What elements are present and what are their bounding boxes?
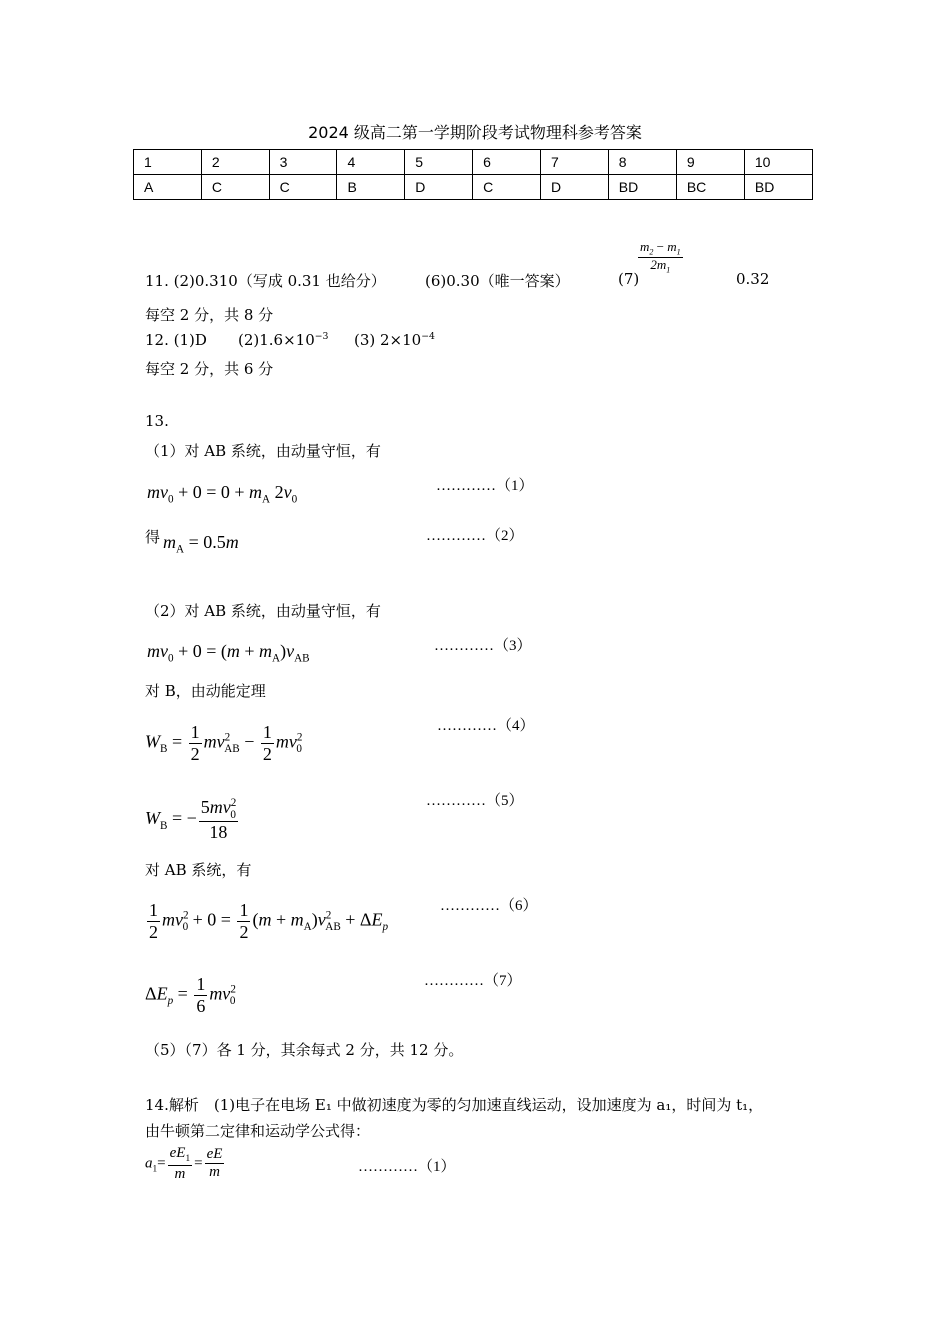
table-cell-answer: BD (744, 175, 812, 200)
table-row (134, 175, 813, 200)
table-cell-answer: BD (608, 175, 676, 200)
table-cell-number: 8 (608, 150, 676, 175)
q13-p2: （2）对 AB 系统，由动量守恒，有 (145, 602, 381, 620)
table-row (134, 150, 813, 175)
q12-label: 12. (1)D (145, 331, 207, 349)
q14-mark: …………（1） (358, 1159, 456, 1175)
mark-5: …………（5） (426, 793, 524, 809)
eq-6: $\frac{1}{2}$ $mv^2_0 + 0$ = $\frac{1}{2}$ $(m + m_A)v^2_{AB} + \Delta E_p$ (149, 900, 389, 942)
q11-score: 每空 2 分，共 8 分 (145, 306, 274, 324)
q13-label: 13. (145, 412, 169, 430)
eq-q14-1: $a_1=$ $\frac{eE_1}{m}$ = $\frac{eE}{m}$ (145, 1145, 223, 1182)
q14-line1: 14.解析 (1)电子在电场 E₁ 中做初速度为零的匀加速直线运动，设加速度为 a₁，时间为 t₁， (145, 1096, 764, 1114)
table-cell-answer: BC (676, 175, 744, 200)
table-cell-number: 1 (134, 150, 202, 175)
table-cell-answer: D (405, 175, 473, 200)
q13-p-b: 对 B，由动能定理 (145, 682, 266, 700)
eq-1: $mv_0 + 0 = 0 + m_A$ $2v_0$ (147, 482, 298, 506)
table-cell-answer: C (473, 175, 541, 200)
answer-table (133, 149, 813, 200)
eq-4: $W_B$ = $\frac{1}{2}$ $mv^2_{AB}$ − $\frac{1}{2}$ $mv^2_0$ (145, 722, 303, 764)
table-cell-number: 6 (473, 150, 541, 175)
table-cell-number: 9 (676, 150, 744, 175)
q11-part7: (7) (618, 270, 640, 288)
table-cell-answer: C (269, 175, 337, 200)
q12-part2: $(2)1.6\times 10^{-3}$ (238, 331, 329, 349)
table-cell-answer: C (201, 175, 269, 200)
mark-2: …………（2） (426, 528, 524, 544)
q11-part6: (6)0.30（唯一答案） (425, 272, 570, 290)
q12-part3: (3) $2\times 10^{-4}$ (354, 331, 435, 349)
eq-5: $W_B$ = − $\frac{5mv^2_0}{18}$ (145, 797, 237, 843)
mark-4: …………（4） (437, 718, 535, 734)
table-cell-number: 3 (269, 150, 337, 175)
mark-6: …………（6） (440, 898, 538, 914)
mark-7: …………（7） (424, 973, 522, 989)
mark-3: …………（3） (434, 638, 532, 654)
table-cell-number: 10 (744, 150, 812, 175)
q14-line2: 由牛顿第二定律和运动学公式得： (145, 1122, 371, 1140)
table-cell-number: 7 (540, 150, 608, 175)
eq-3: $mv_0 + 0 = (m + m_A)v_{AB}$ (147, 641, 310, 665)
mark-1: …………（1） (436, 478, 534, 494)
eq-2: $m_A = 0.5m$ (163, 532, 239, 556)
eq-7: $\Delta E_p$ = $\frac{1}{6}$ $mv^2_0$ (145, 974, 236, 1016)
q13-score: （5）（7）各 1 分，其余每式 2 分，共 12 分。 (145, 1041, 464, 1059)
q13-p-ab: 对 AB 系统，有 (145, 861, 252, 879)
q11-label: 11. (2)0.310（写成 0.31 也给分） (145, 272, 386, 290)
table-cell-answer: D (540, 175, 608, 200)
q12-score: 每空 2 分，共 6 分 (145, 360, 274, 378)
table-cell-number: 4 (337, 150, 405, 175)
q13-de: 得 (145, 528, 161, 546)
page-title: 2024 级高二第一学期阶段考试物理科参考答案 (308, 123, 642, 142)
q13-p1: （1）对 AB 系统，由动量守恒，有 (145, 442, 381, 460)
q11-last: 0.32 (736, 270, 770, 288)
table-cell-answer: B (337, 175, 405, 200)
table-cell-answer: A (134, 175, 202, 200)
q11-fraction: $\frac{m_2 - m_1}{2m_1}$ (640, 239, 681, 275)
table-cell-number: 2 (201, 150, 269, 175)
table-cell-number: 5 (405, 150, 473, 175)
